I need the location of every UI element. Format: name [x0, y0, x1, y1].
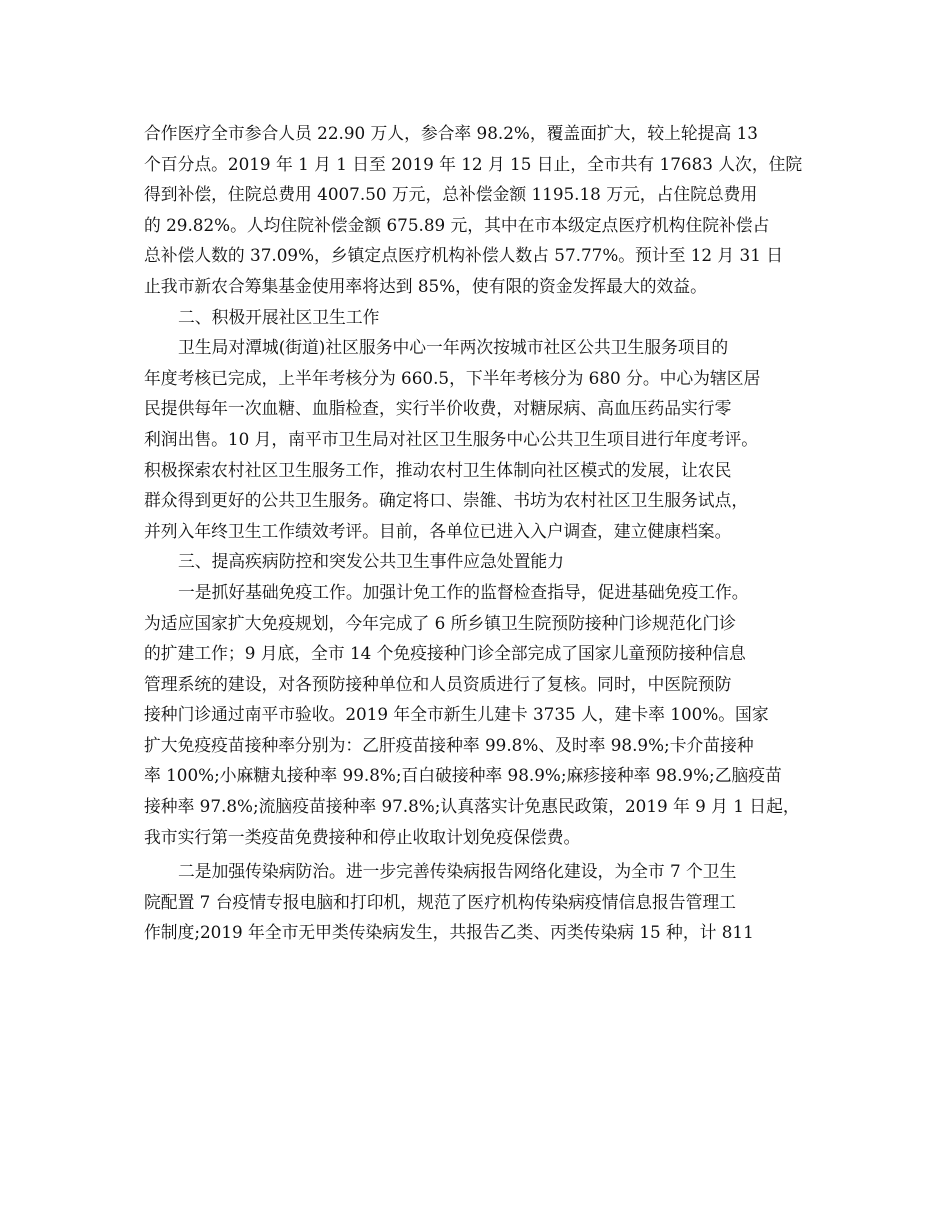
text-line: 卫生局对潭城(街道)社区服务中心一年两次按城市社区公共卫生服务项目的	[178, 337, 729, 358]
text-line: 作制度;2019 年全市无甲类传染病发生，共报告乙类、丙类传染病 15 种，计 811	[144, 922, 754, 943]
text-line: 利润出售。10 月，南平市卫生局对社区卫生服务中心公共卫生项目进行年度考评。	[144, 428, 759, 449]
text-line: 的扩建工作；9 月底，全市 14 个免疫接种门诊全部完成了国家儿童预防接种信息	[144, 643, 746, 664]
text-line: 个百分点。2019 年 1 月 1 日至 2019 年 12 月 15 日止，全市共有 17683 人次，住院	[144, 153, 803, 174]
text-line: 二是加强传染病防治。进一步完善传染病报告网络化建设，为全市 7 个卫生	[178, 861, 737, 882]
section-heading-community-health: 二、积极开展社区卫生工作	[178, 306, 380, 327]
paragraph-infectious-disease	[144, 856, 806, 948]
section-heading-disease-control: 三、提高疾病防控和突发公共卫生事件应急处置能力	[178, 551, 564, 572]
text-line: 接种率 97.8%;流脑疫苗接种率 97.8%;认真落实计免惠民政策，2019 年 9 月 1 日起，	[144, 796, 800, 817]
text-line: 并列入年终卫生工作绩效考评。目前，各单位已进入入户调查，建立健康档案。	[144, 520, 732, 541]
text-line: 积极探索农村社区卫生服务工作，推动农村卫生体制向社区模式的发展，让农民	[144, 459, 732, 480]
text-line: 扩大免疫疫苗接种率分别为：乙肝疫苗接种率 99.8%、及时率 98.9%;卡介苗接种	[144, 734, 754, 755]
text-line: 止我市新农合筹集基金使用率将达到 85%，使有限的资金发挥最大的效益。	[144, 275, 707, 296]
text-line: 管理系统的建设，对各预防接种单位和人员资质进行了复核。同时，中医院预防	[144, 673, 732, 694]
document-page	[144, 118, 806, 948]
text-line: 接种门诊通过南平市验收。2019 年全市新生儿建卡 3735 人，建卡率 100%。国家	[144, 704, 769, 725]
text-line: 总补偿人数的 37.09%，乡镇定点医疗机构补偿人数占 57.77%。预计至 12 月 31 日	[144, 245, 784, 266]
text-line: 得到补偿，住院总费用 4007.50 万元，总补偿金额 1195.18 万元，占住院总费用	[144, 184, 758, 205]
paragraph-immunization	[144, 577, 806, 852]
paragraph-ncms-summary	[144, 118, 806, 302]
text-line: 我市实行第一类疫苗免费接种和停止收取计划免疫保偿费。	[144, 826, 581, 847]
text-line: 民提供每年一次血糖、血脂检查，实行半价收费，对糖尿病、高血压药品实行零	[144, 398, 732, 419]
text-line: 的 29.82%。人均住院补偿金额 675.89 元，其中在市本级定点医疗机构住院补偿占	[144, 214, 770, 235]
text-line: 为适应国家扩大免疫规划，今年完成了 6 所乡镇卫生院预防接种门诊规范化门诊	[144, 612, 736, 633]
text-line: 合作医疗全市参合人员 22.90 万人，参合率 98.2%，覆盖面扩大，较上轮提高 13	[144, 123, 758, 143]
text-line: 年度考核已完成，上半年考核分为 660.5，下半年考核分为 680 分。中心为辖区居	[144, 367, 761, 388]
text-line: 一是抓好基础免疫工作。加强计免工作的监督检查指导，促进基础免疫工作。	[178, 581, 749, 602]
text-line: 院配置 7 台疫情专报电脑和打印机，规范了医疗机构传染病疫情信息报告管理工	[144, 891, 736, 912]
text-line: 率 100%;小麻糖丸接种率 99.8%;百白破接种率 98.9%;麻疹接种率 98.9%;乙脑疫苗	[144, 765, 782, 786]
text-line: 群众得到更好的公共卫生服务。确定将口、崇雒、书坊为农村社区卫生服务试点，	[144, 490, 749, 511]
paragraph-community-health	[144, 332, 806, 546]
